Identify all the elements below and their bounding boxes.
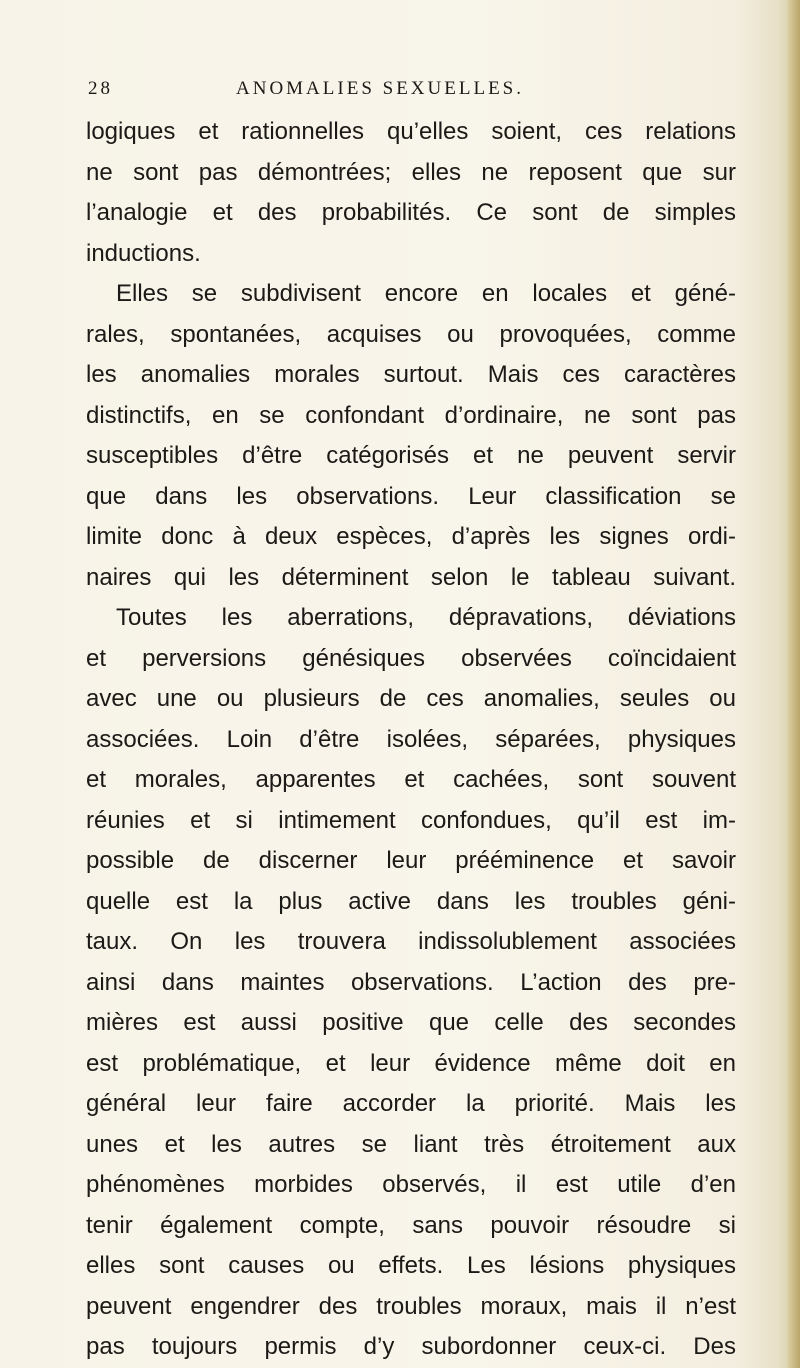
text-line: Elles se subdivisent encore en locales et géné-	[116, 280, 736, 307]
body-text	[86, 112, 736, 1368]
text-line: possible de discerner leur prééminence et savoir	[86, 847, 736, 874]
text-line: susceptibles d’être catégorisés et ne peuvent servir	[86, 442, 736, 469]
text-line: réunies et si intimement confondues, qu’il est im-	[86, 806, 736, 834]
text-line: ne sont pas démontrées; elles ne reposent que sur	[86, 158, 736, 186]
text-line: Toutes les aberrations, dépravations, déviations	[116, 604, 736, 631]
text-line: limite donc à deux espèces, d’après les signes ordi-	[86, 523, 736, 550]
text-line: est problématique, et leur évidence même doit en	[86, 1049, 736, 1077]
text-line: quelle est la plus active dans les troubles géni-	[86, 887, 736, 915]
text-line: inductions.	[86, 239, 201, 267]
text-line: et morales, apparentes et cachées, sont souvent	[86, 766, 736, 793]
page-number: 28	[88, 78, 113, 99]
text-line: associées. Loin d’être isolées, séparées, physiques	[86, 725, 736, 753]
text-line: mières est aussi positive que celle des secondes	[86, 1009, 736, 1036]
text-line: pas toujours permis d’y subordonner ceux-ci. Des	[86, 1333, 736, 1360]
text-line: naires qui les déterminent selon le tableau suivant.	[86, 563, 736, 591]
text-line: que dans les observations. Leur classification se	[86, 482, 736, 510]
text-line: général leur faire accorder la priorité. Mais les	[86, 1090, 736, 1117]
page-header	[88, 78, 728, 108]
text-line: les anomalies morales surtout. Mais ces caractères	[86, 361, 736, 388]
text-line: elles sont causes ou effets. Les lésions physiques	[86, 1252, 736, 1279]
text-line: et perversions génésiques observées coïncidaient	[86, 644, 736, 672]
text-line: phénomènes morbides observés, il est utile d’en	[86, 1171, 736, 1198]
text-line: distinctifs, en se confondant d’ordinaire, ne sont pas	[86, 401, 736, 429]
page-edge	[786, 0, 800, 1368]
text-line: unes et les autres se liant très étroitement aux	[86, 1130, 736, 1158]
text-line: l’analogie et des probabilités. Ce sont de simples	[86, 199, 736, 226]
text-line: rales, spontanées, acquises ou provoquées, comme	[86, 320, 736, 348]
text-line: ainsi dans maintes observations. L’action des pre-	[86, 968, 736, 996]
running-head: ANOMALIES SEXUELLES.	[236, 78, 524, 99]
text-line: peuvent engendrer des troubles moraux, mais il n’est	[86, 1292, 736, 1320]
text-line: tenir également compte, sans pouvoir résoudre si	[86, 1211, 736, 1239]
text-line: taux. On les trouvera indissolublement associées	[86, 928, 736, 955]
text-line: avec une ou plusieurs de ces anomalies, seules ou	[86, 685, 736, 712]
text-line: logiques et rationnelles qu’elles soient, ces relations	[86, 118, 736, 145]
